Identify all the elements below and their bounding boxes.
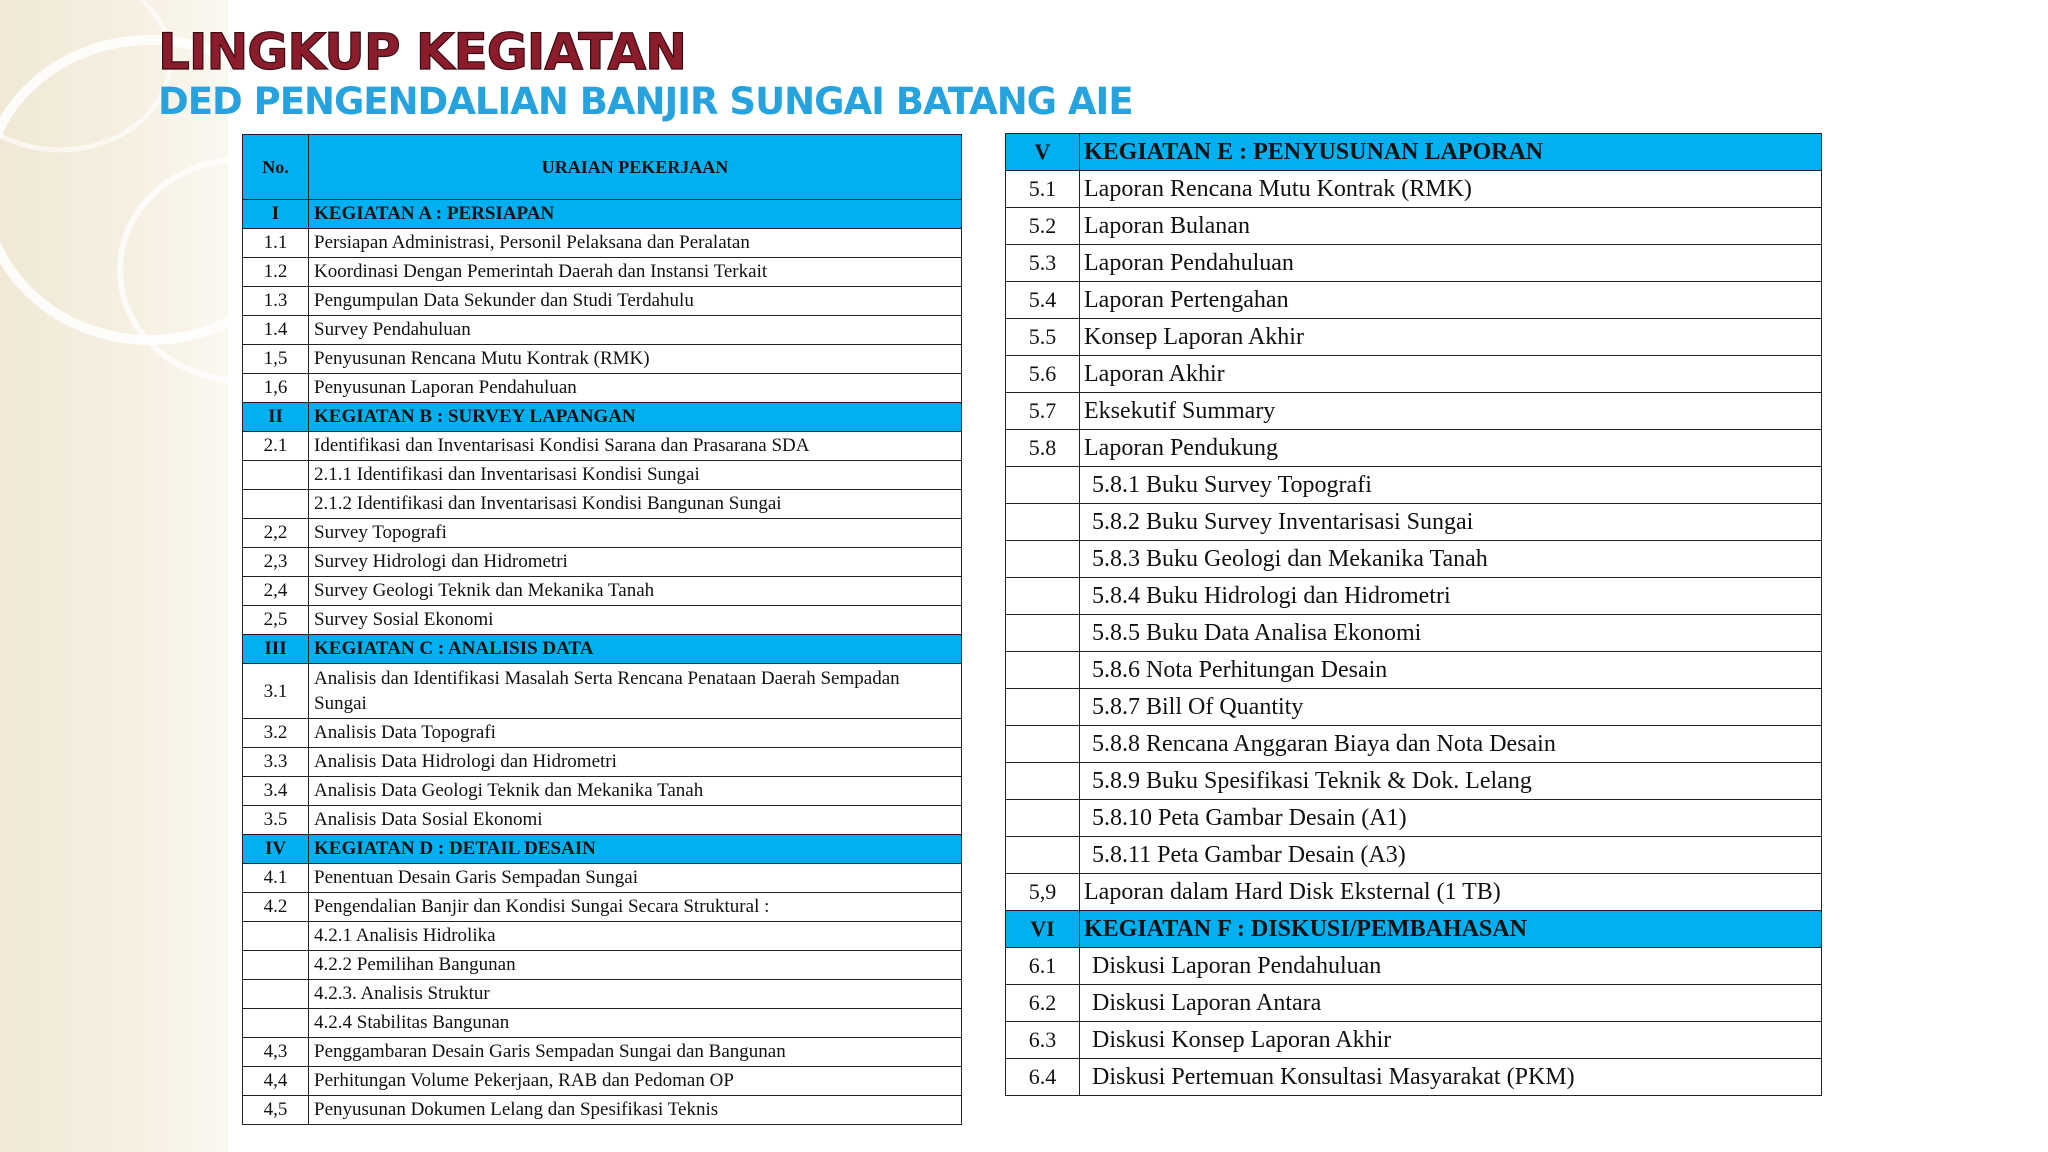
- row-number: 1.3: [243, 287, 309, 316]
- row-number: [243, 490, 309, 519]
- row-description: Penyusunan Rencana Mutu Kontrak (RMK): [309, 345, 962, 374]
- table-row: [1006, 319, 1822, 356]
- row-description: Survey Hidrologi dan Hidrometri: [309, 548, 962, 577]
- section-header-row: [1006, 911, 1822, 948]
- table-row: [1006, 615, 1822, 652]
- table-row: [243, 1009, 962, 1038]
- row-number: 2,5: [243, 606, 309, 635]
- slide-subtitle: DED PENGENDALIAN BANJIR SUNGAI BATANG AIE: [158, 80, 1133, 123]
- table-row: [243, 748, 962, 777]
- table-row: [1006, 282, 1822, 319]
- row-number: 1.1: [243, 229, 309, 258]
- row-number: [1006, 763, 1080, 800]
- row-description: Diskusi Laporan Pendahuluan: [1080, 948, 1822, 985]
- table-row: [1006, 948, 1822, 985]
- row-description: Analisis Data Hidrologi dan Hidrometri: [309, 748, 962, 777]
- row-description: 5.8.7 Bill Of Quantity: [1080, 689, 1822, 726]
- row-description: Analisis Data Topografi: [309, 719, 962, 748]
- table-row: [1006, 652, 1822, 689]
- slide-title: LINGKUP KEGIATAN: [158, 23, 686, 81]
- row-description: Laporan Rencana Mutu Kontrak (RMK): [1080, 171, 1822, 208]
- row-description: 5.8.1 Buku Survey Topografi: [1080, 467, 1822, 504]
- row-number: [1006, 467, 1080, 504]
- row-number: 3.5: [243, 806, 309, 835]
- row-description: Survey Geologi Teknik dan Mekanika Tanah: [309, 577, 962, 606]
- row-number: 5.8: [1006, 430, 1080, 467]
- row-number: 3.2: [243, 719, 309, 748]
- row-number: 4.2: [243, 893, 309, 922]
- table-row: [243, 548, 962, 577]
- row-number: [243, 922, 309, 951]
- row-number: 4.1: [243, 864, 309, 893]
- row-number: 4,5: [243, 1096, 309, 1125]
- row-description: Konsep Laporan Akhir: [1080, 319, 1822, 356]
- table-row: [1006, 1059, 1822, 1096]
- row-number: 5.7: [1006, 393, 1080, 430]
- table-row: [243, 490, 962, 519]
- table-row: [1006, 726, 1822, 763]
- section-title: KEGIATAN D : DETAIL DESAIN: [309, 835, 962, 864]
- row-number: [1006, 689, 1080, 726]
- table-row: [1006, 430, 1822, 467]
- row-number: 5.4: [1006, 282, 1080, 319]
- row-description: Diskusi Konsep Laporan Akhir: [1080, 1022, 1822, 1059]
- row-number: 3.4: [243, 777, 309, 806]
- row-description: Analisis Data Sosial Ekonomi: [309, 806, 962, 835]
- row-description: 4.2.3. Analisis Struktur: [309, 980, 962, 1009]
- row-description: 5.8.3 Buku Geologi dan Mekanika Tanah: [1080, 541, 1822, 578]
- table-row: [1006, 800, 1822, 837]
- section-header-row: [1006, 134, 1822, 171]
- table-row: [1006, 985, 1822, 1022]
- table-row: [243, 951, 962, 980]
- row-number: [1006, 578, 1080, 615]
- row-number: [1006, 837, 1080, 874]
- table-row: [243, 893, 962, 922]
- row-number: 6.4: [1006, 1059, 1080, 1096]
- row-number: 6.1: [1006, 948, 1080, 985]
- row-description: 5.8.6 Nota Perhitungan Desain: [1080, 652, 1822, 689]
- table-row: [1006, 837, 1822, 874]
- row-number: 1.4: [243, 316, 309, 345]
- row-description: Laporan Pendahuluan: [1080, 245, 1822, 282]
- row-number: [1006, 726, 1080, 763]
- row-number: [243, 461, 309, 490]
- table-row: [1006, 1022, 1822, 1059]
- row-number: IV: [243, 835, 309, 864]
- row-number: 5.1: [1006, 171, 1080, 208]
- table-row: [243, 922, 962, 951]
- table-row: [1006, 208, 1822, 245]
- row-number: [243, 980, 309, 1009]
- table-row: [1006, 578, 1822, 615]
- row-number: V: [1006, 134, 1080, 171]
- header-uraian: URAIAN PEKERJAAN: [309, 135, 962, 200]
- row-number: 5.5: [1006, 319, 1080, 356]
- section-title: KEGIATAN F : DISKUSI/PEMBAHASAN: [1080, 911, 1822, 948]
- section-title: KEGIATAN C : ANALISIS DATA: [309, 635, 962, 664]
- table-row: [243, 864, 962, 893]
- table-row: [243, 719, 962, 748]
- table-row: [243, 606, 962, 635]
- row-number: 4,4: [243, 1067, 309, 1096]
- row-number: [1006, 541, 1080, 578]
- table-row: [243, 1067, 962, 1096]
- table-row: [243, 432, 962, 461]
- section-header-row: [243, 635, 962, 664]
- row-description: Identifikasi dan Inventarisasi Kondisi Sarana dan Prasarana SDA: [309, 432, 962, 461]
- row-description: Pengendalian Banjir dan Kondisi Sungai Secara Struktural :: [309, 893, 962, 922]
- row-description: Analisis dan Identifikasi Masalah Serta Rencana Penataan Daerah Sempadan Sungai: [309, 664, 962, 719]
- row-number: [243, 951, 309, 980]
- section-header-row: [243, 200, 962, 229]
- row-number: 2.1: [243, 432, 309, 461]
- section-header-row: [243, 403, 962, 432]
- row-number: 2,2: [243, 519, 309, 548]
- table-row: [243, 577, 962, 606]
- row-description: Laporan Pendukung: [1080, 430, 1822, 467]
- table-row: [1006, 541, 1822, 578]
- table-row: [243, 316, 962, 345]
- row-description: Koordinasi Dengan Pemerintah Daerah dan Instansi Terkait: [309, 258, 962, 287]
- row-description: Penyusunan Dokumen Lelang dan Spesifikasi Teknis: [309, 1096, 962, 1125]
- row-description: Diskusi Pertemuan Konsultasi Masyarakat (PKM): [1080, 1059, 1822, 1096]
- row-number: 5.3: [1006, 245, 1080, 282]
- table-row: [243, 1038, 962, 1067]
- row-number: 5.2: [1006, 208, 1080, 245]
- row-description: Diskusi Laporan Antara: [1080, 985, 1822, 1022]
- table-row: [243, 287, 962, 316]
- row-number: 2,4: [243, 577, 309, 606]
- row-description: 5.8.11 Peta Gambar Desain (A3): [1080, 837, 1822, 874]
- row-description: Eksekutif Summary: [1080, 393, 1822, 430]
- row-number: I: [243, 200, 309, 229]
- left-work-table: [242, 134, 962, 1125]
- header-no: No.: [243, 135, 309, 200]
- row-number: [243, 1009, 309, 1038]
- row-number: [1006, 800, 1080, 837]
- table-row: [243, 345, 962, 374]
- row-description: Penyusunan Laporan Pendahuluan: [309, 374, 962, 403]
- row-description: 2.1.1 Identifikasi dan Inventarisasi Kondisi Sungai: [309, 461, 962, 490]
- row-description: Analisis Data Geologi Teknik dan Mekanika Tanah: [309, 777, 962, 806]
- section-header-row: [243, 835, 962, 864]
- table-row: [243, 806, 962, 835]
- row-description: Perhitungan Volume Pekerjaan, RAB dan Pedoman OP: [309, 1067, 962, 1096]
- row-description: Laporan Bulanan: [1080, 208, 1822, 245]
- table-row: [243, 461, 962, 490]
- left-table-body: [243, 200, 962, 1125]
- row-number: 4,3: [243, 1038, 309, 1067]
- section-title: KEGIATAN A : PERSIAPAN: [309, 200, 962, 229]
- row-description: 4.2.1 Analisis Hidrolika: [309, 922, 962, 951]
- row-description: 5.8.10 Peta Gambar Desain (A1): [1080, 800, 1822, 837]
- row-number: 5.6: [1006, 356, 1080, 393]
- table-row: [1006, 763, 1822, 800]
- row-number: [1006, 615, 1080, 652]
- right-work-table: [1005, 133, 1822, 1096]
- row-number: [1006, 652, 1080, 689]
- row-number: 1,5: [243, 345, 309, 374]
- row-description: 4.2.4 Stabilitas Bangunan: [309, 1009, 962, 1038]
- row-number: [1006, 504, 1080, 541]
- table-row: [1006, 356, 1822, 393]
- table-row: [243, 374, 962, 403]
- table-row: [243, 229, 962, 258]
- row-number: 6.2: [1006, 985, 1080, 1022]
- row-number: 2,3: [243, 548, 309, 577]
- row-description: Penentuan Desain Garis Sempadan Sungai: [309, 864, 962, 893]
- row-description: Survey Topografi: [309, 519, 962, 548]
- row-description: Survey Sosial Ekonomi: [309, 606, 962, 635]
- row-description: Laporan Akhir: [1080, 356, 1822, 393]
- row-description: Laporan Pertengahan: [1080, 282, 1822, 319]
- row-description: Persiapan Administrasi, Personil Pelaksana dan Peralatan: [309, 229, 962, 258]
- row-number: 3.1: [243, 664, 309, 719]
- row-number: 1,6: [243, 374, 309, 403]
- table-row: [243, 519, 962, 548]
- table-row: [1006, 874, 1822, 911]
- row-description: 5.8.5 Buku Data Analisa Ekonomi: [1080, 615, 1822, 652]
- table-row: [1006, 467, 1822, 504]
- table-row: [243, 664, 962, 719]
- row-description: 4.2.2 Pemilihan Bangunan: [309, 951, 962, 980]
- table-row: [243, 258, 962, 287]
- row-number: III: [243, 635, 309, 664]
- row-number: 1.2: [243, 258, 309, 287]
- row-number: II: [243, 403, 309, 432]
- row-description: 5.8.4 Buku Hidrologi dan Hidrometri: [1080, 578, 1822, 615]
- row-description: Pengumpulan Data Sekunder dan Studi Terdahulu: [309, 287, 962, 316]
- table-row: [1006, 689, 1822, 726]
- row-description: Penggambaran Desain Garis Sempadan Sungai dan Bangunan: [309, 1038, 962, 1067]
- table-row: [1006, 504, 1822, 541]
- row-description: Laporan dalam Hard Disk Eksternal (1 TB): [1080, 874, 1822, 911]
- table-row: [1006, 245, 1822, 282]
- row-number: 3.3: [243, 748, 309, 777]
- table-row: [243, 1096, 962, 1125]
- row-number: VI: [1006, 911, 1080, 948]
- row-description: 5.8.9 Buku Spesifikasi Teknik & Dok. Lelang: [1080, 763, 1822, 800]
- table-row: [1006, 171, 1822, 208]
- table-row: [243, 777, 962, 806]
- row-description: Survey Pendahuluan: [309, 316, 962, 345]
- table-row: [1006, 393, 1822, 430]
- section-title: KEGIATAN E : PENYUSUNAN LAPORAN: [1080, 134, 1822, 171]
- table-header-row: [243, 135, 962, 200]
- row-description: 5.8.8 Rencana Anggaran Biaya dan Nota Desain: [1080, 726, 1822, 763]
- row-description: 5.8.2 Buku Survey Inventarisasi Sungai: [1080, 504, 1822, 541]
- row-number: 5,9: [1006, 874, 1080, 911]
- row-description: 2.1.2 Identifikasi dan Inventarisasi Kondisi Bangunan Sungai: [309, 490, 962, 519]
- section-title: KEGIATAN B : SURVEY LAPANGAN: [309, 403, 962, 432]
- right-table-body: [1006, 134, 1822, 1096]
- row-number: 6.3: [1006, 1022, 1080, 1059]
- table-row: [243, 980, 962, 1009]
